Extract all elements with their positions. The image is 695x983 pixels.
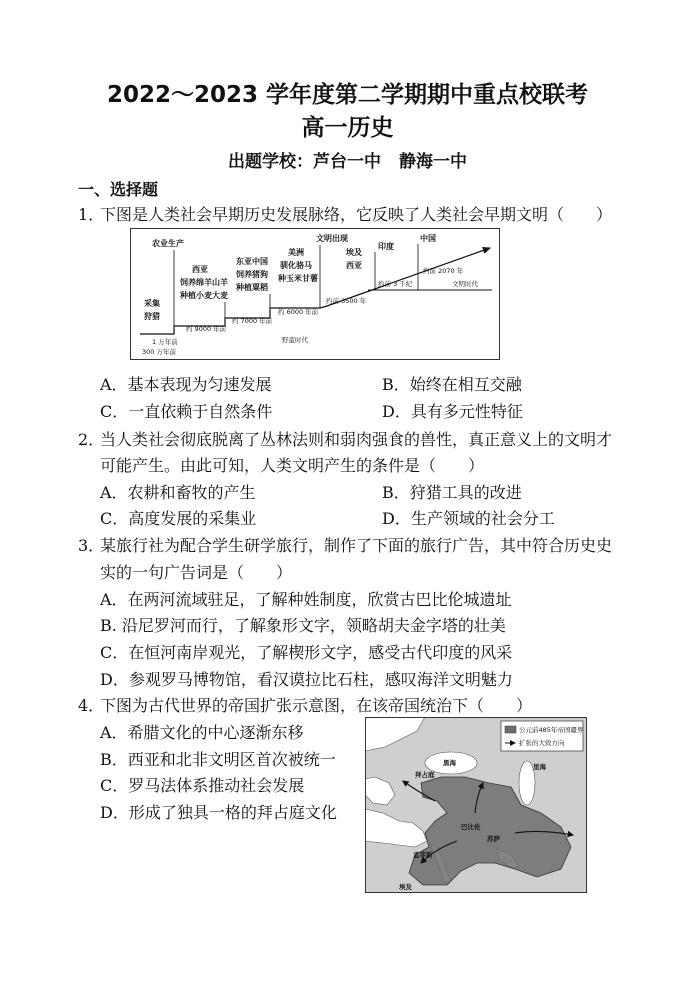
date-10k: 1 万年前 bbox=[152, 338, 178, 346]
label-barbaric-era: 野蛮时代 bbox=[282, 336, 308, 344]
label-hunting: 狩猎 bbox=[144, 312, 160, 321]
q2-option-d[interactable]: D．生产领域的社会分工 bbox=[382, 509, 555, 528]
question-3-stem-continued: 实的一句广告词是（ ） bbox=[100, 563, 293, 582]
label-americas-animals: 驯化骆马 bbox=[280, 261, 312, 270]
q4-option-a[interactable]: A．希腊文化的中心逐渐东移 bbox=[100, 723, 304, 742]
question-4-stem bbox=[78, 696, 532, 716]
label-china: 中国 bbox=[420, 234, 436, 243]
empire-map-figure bbox=[365, 717, 587, 893]
place-babylon: 巴比伦 bbox=[461, 823, 481, 831]
label-americas: 美洲 bbox=[288, 248, 304, 257]
label-civilization-emerges: 文明出现 bbox=[316, 234, 348, 243]
legend-boundary-swatch bbox=[505, 726, 516, 733]
place-black-sea: 黑海 bbox=[443, 759, 456, 767]
section-title: 一、选择题 bbox=[78, 180, 159, 199]
question-number: 4． bbox=[78, 696, 105, 715]
schools-label: 出题学校：芦台一中 bbox=[228, 152, 381, 172]
place-memphis: 孟菲斯 bbox=[413, 851, 433, 859]
timeline-figure bbox=[130, 228, 500, 360]
label-west-asia-civ: 西亚 bbox=[346, 261, 362, 270]
question-text: 下图是人类社会早期历史发展脉络，它反映了人类社会早期文明（ ） bbox=[100, 205, 613, 224]
question-text: 当人类社会彻底脱离了丛林法则和弱肉强食的兽性，真正意义上的文明才 bbox=[100, 430, 613, 449]
label-americas-crops: 种玉米甘薯 bbox=[278, 274, 318, 283]
date-bc2070: 约前 2070 年 bbox=[423, 267, 464, 275]
label-west-asia-crops: 种植小麦大麦 bbox=[180, 291, 228, 300]
exam-title: 2022～2023 学年度第二学期期中重点校联考 bbox=[106, 82, 589, 108]
timeline-svg bbox=[130, 228, 500, 360]
label-agriculture: 农业生产 bbox=[152, 239, 184, 248]
question-text: 某旅行社为配合学生研学旅行，制作了下面的旅行广告，其中符合历史史 bbox=[100, 536, 613, 555]
q2-option-a[interactable]: A．农耕和畜牧的产生 bbox=[100, 483, 256, 502]
place-susa: 苏萨 bbox=[487, 835, 500, 843]
question-3-stem bbox=[78, 536, 612, 556]
q1-option-b[interactable]: B．始终在相互交融 bbox=[382, 375, 522, 394]
empire-map-svg bbox=[365, 717, 587, 893]
question-number: 2． bbox=[78, 430, 105, 449]
q4-option-d[interactable]: D．形成了独具一格的拜占庭文化 bbox=[100, 803, 337, 822]
label-west-asia-animals: 饲养绵羊山羊 bbox=[180, 278, 228, 287]
question-text: 下图为古代世界的帝国扩张示意图，在该帝国统治下（ ） bbox=[100, 696, 533, 715]
label-east-asia-crops: 种植粟稻 bbox=[236, 283, 268, 292]
date-bc3500: 约前 3500 年 bbox=[326, 297, 367, 305]
q2-option-c[interactable]: C．高度发展的采集业 bbox=[100, 509, 257, 528]
label-gathering: 采集 bbox=[144, 299, 160, 308]
question-2-stem bbox=[78, 430, 612, 450]
question-1-stem bbox=[78, 205, 612, 225]
q3-option-b[interactable]: B. 沿尼罗河而行，了解象形文字，领略胡夫金字塔的壮美 bbox=[100, 616, 506, 635]
date-6000: 约 6000 年前 bbox=[278, 308, 319, 316]
question-number: 1． bbox=[78, 205, 105, 224]
label-india: 印度 bbox=[378, 242, 394, 251]
date-7000: 约 7000 年前 bbox=[232, 317, 273, 325]
label-east-asia: 东亚中国 bbox=[236, 257, 268, 266]
label-civilized-era: 文明时代 bbox=[452, 280, 478, 288]
q2-option-b[interactable]: B．狩猎工具的改进 bbox=[382, 483, 522, 502]
q3-option-c[interactable]: C．在恒河南岸观光，了解楔形文字，感受古代印度的风采 bbox=[100, 643, 513, 662]
label-west-asia: 西亚 bbox=[192, 265, 208, 274]
label-east-asia-animals: 饲养猪狗 bbox=[236, 270, 268, 279]
question-2-stem-continued: 可能产生。由此可知，人类文明产生的条件是（ ） bbox=[100, 456, 485, 475]
legend-arrow-label: 扩张的大致方向 bbox=[519, 739, 565, 747]
place-caspian-sea: 里海 bbox=[533, 763, 546, 771]
exam-subject: 高一历史 bbox=[301, 115, 394, 141]
q3-option-a[interactable]: A．在两河流域驻足，了解种姓制度，欣赏古巴比伦城遗址 bbox=[100, 590, 512, 609]
q1-option-d[interactable]: D．具有多元性特征 bbox=[382, 402, 523, 421]
q4-option-b[interactable]: B．西亚和北非文明区首次被统一 bbox=[100, 750, 336, 769]
place-byzantium: 拜占庭 bbox=[415, 771, 435, 779]
q1-option-c[interactable]: C．一直依赖于自然条件 bbox=[100, 402, 273, 421]
place-egypt: 埃及 bbox=[399, 883, 412, 891]
question-number: 3． bbox=[78, 536, 105, 555]
q1-option-a[interactable]: A．基本表现为匀速发展 bbox=[100, 375, 272, 394]
date-3m: 300 万年前 bbox=[142, 348, 176, 356]
date-bc3rd-millennium: 约前 3 千纪 bbox=[378, 280, 413, 288]
date-9000: 约 9000 年前 bbox=[186, 325, 227, 333]
q3-option-d[interactable]: D．参观罗马博物馆，看汉谟拉比石柱，感叹海洋文明魅力 bbox=[100, 670, 513, 689]
label-egypt: 埃及 bbox=[346, 248, 362, 257]
legend-boundary-label: 公元前485年帝国疆界 bbox=[519, 726, 584, 734]
school-2: 静海一中 bbox=[399, 152, 467, 172]
exam-schools bbox=[0, 151, 695, 173]
q4-option-c[interactable]: C．罗马法体系推动社会发展 bbox=[100, 776, 305, 795]
